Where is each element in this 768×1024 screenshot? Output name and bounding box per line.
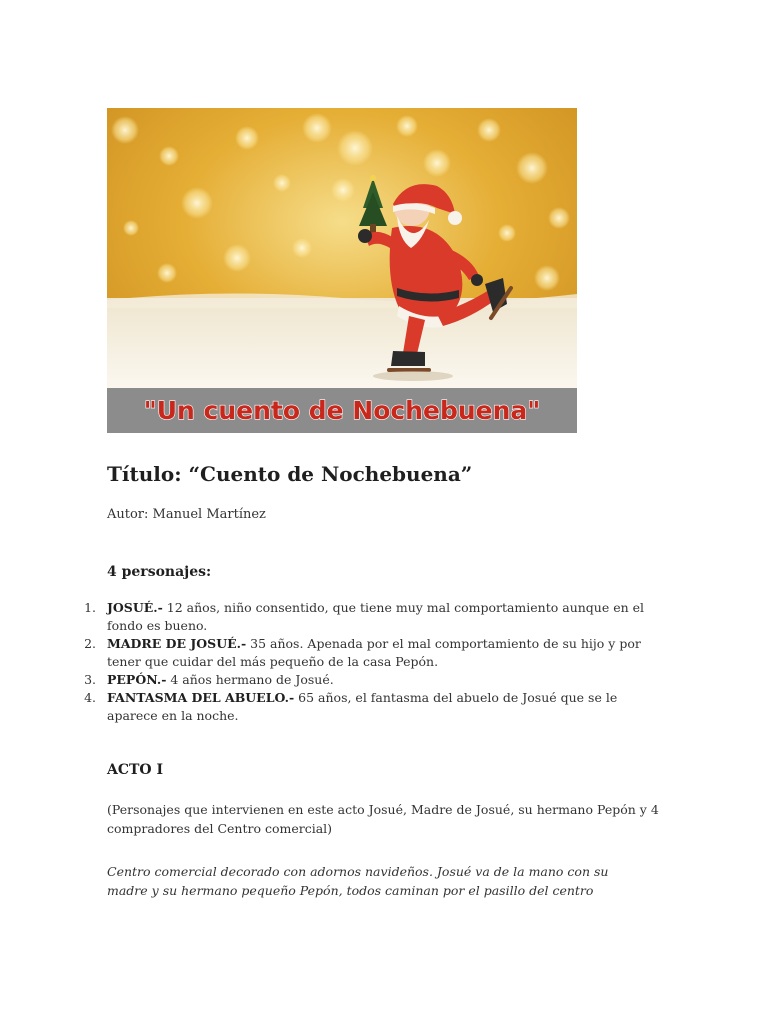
act-note: (Personajes que intervienen en este acto Josué, Madre de Josué, su hermano Pepón y 4 compradores del Centro comercial) xyxy=(107,802,659,836)
character-description: 35 años. Apenada por el mal comportamiento de su hijo y por tener que cuidar del más pequeño de la casa Pepón. xyxy=(107,636,641,669)
list-number: 4. xyxy=(84,690,96,705)
cover-illustration xyxy=(107,108,577,433)
character-name: MADRE DE JOSUÉ.- xyxy=(107,636,247,651)
scene-description xyxy=(107,862,687,900)
characters-list xyxy=(80,599,660,725)
list-item xyxy=(80,689,660,725)
character-description: 12 años, niño consentido, que tiene muy mal comportamiento aunque en el fondo es bueno. xyxy=(107,600,645,633)
santa-skating-image xyxy=(107,108,577,433)
character-description: 65 años, el fantasma del abuelo de Josué que se le aparece en la noche. xyxy=(107,690,618,723)
list-number: 2. xyxy=(84,636,96,651)
character-description: 4 años hermano de Josué. xyxy=(166,672,334,687)
scene-line: Centro comercial decorado con adornos navideños. Josué va de la mano con su xyxy=(107,864,609,879)
list-item xyxy=(80,671,660,689)
character-name: FANTASMA DEL ABUELO.- xyxy=(107,690,295,705)
character-name: JOSUÉ.- xyxy=(107,600,163,615)
author-line: Autor: Manuel Martínez xyxy=(107,507,266,522)
document-title: Título: “Cuento de Nochebuena” xyxy=(107,462,473,486)
list-number: 1. xyxy=(84,600,96,615)
list-item xyxy=(80,635,660,671)
list-item xyxy=(80,599,660,635)
illustration-caption: "Un cuento de Nochebuena" xyxy=(143,396,541,425)
list-number: 3. xyxy=(84,672,96,687)
characters-heading: 4 personajes: xyxy=(107,564,212,580)
scene-line: madre y su hermano pequeño Pepón, todos caminan por el pasillo del centro xyxy=(107,883,594,898)
act-heading: ACTO I xyxy=(107,762,164,778)
character-name: PEPÓN.- xyxy=(107,672,167,687)
